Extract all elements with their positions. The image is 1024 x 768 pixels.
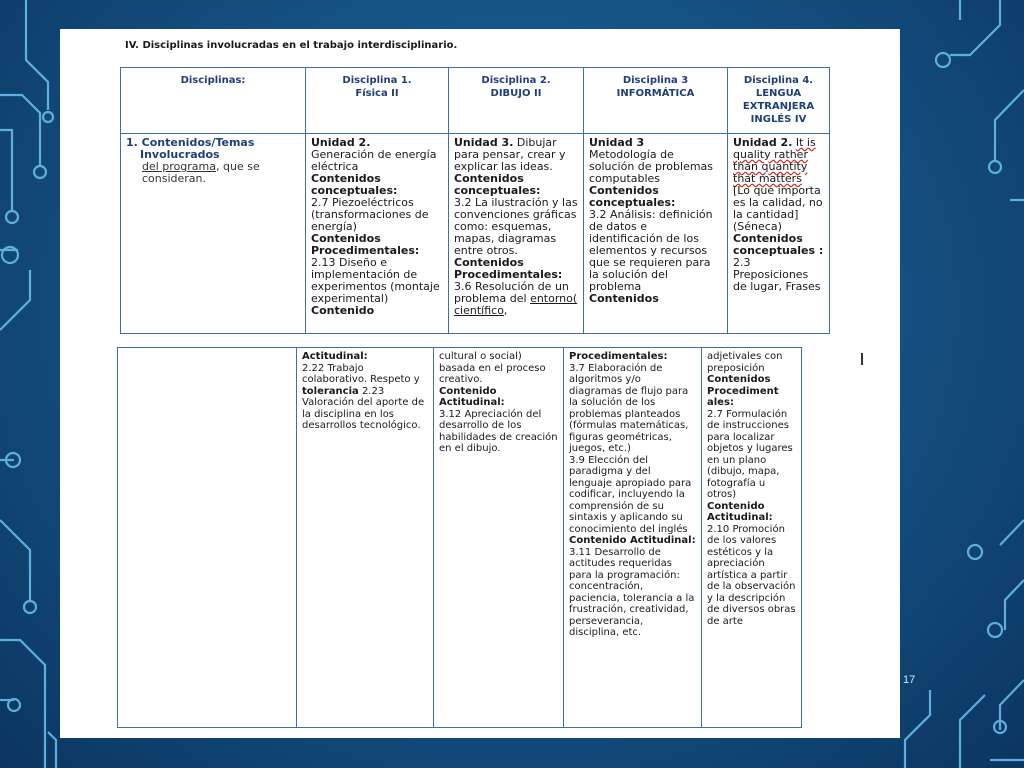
content-text: , xyxy=(503,304,508,317)
underlined-text: entorno( científico xyxy=(454,292,578,317)
unit-title: Unidad 3 xyxy=(589,136,645,149)
section-heading: IV. Disciplinas involucradas en el trabajo interdisciplinario. xyxy=(125,40,458,51)
content-heading: Contenido Actitudinal: xyxy=(707,500,773,523)
unit-title: Unidad 2. xyxy=(311,136,371,149)
content-heading: Contenidos conceptuales: xyxy=(311,172,398,197)
row-label-line: Involucrados xyxy=(140,148,220,161)
content-heading: Contenidos conceptuales: xyxy=(589,184,676,209)
page-edge-mark xyxy=(861,353,863,365)
content-text: [Lo que importa es la calidad, no la cantidad] (Séneca) xyxy=(733,184,823,233)
table-cell-empty xyxy=(118,348,297,728)
table-cell xyxy=(297,348,434,728)
content-text: 2.22 Trabajo colaborativo. Respeto y xyxy=(302,362,420,385)
content-text: adjetivales con preposición xyxy=(707,351,783,374)
content-text-bold: tolerancia xyxy=(302,385,359,397)
spellcheck-underlined-text: It is quality rather than quantity that matters xyxy=(733,136,816,185)
content-heading: Contenidos conceptuales: xyxy=(454,172,541,197)
content-text: 2.10 Promoción de los valores estéticos y la apreciación artística a partir de la observación y la descripción de diversos obras de arte xyxy=(707,523,796,627)
unit-text: Generación de energía eléctrica xyxy=(311,148,437,173)
content-heading: Contenido Actitudinal: xyxy=(439,385,505,408)
unit-text: Dibujar para pensar, crear y explicar las ideas. xyxy=(454,136,566,173)
row-label-line: consideran. xyxy=(142,172,207,185)
content-text: 3.9 Elección del paradigma y del lenguaje apropiado para codificar, incluyendo la comprensión de su sintaxis y aplicando su conocimiento del inglés xyxy=(569,454,692,535)
content-text: 3.6 Resolución de un problema del xyxy=(454,280,569,305)
unit-text: Metodología de solución de problemas computables xyxy=(589,148,714,185)
content-text: 2.7 Formulación de instrucciones para localizar objetos y lugares en un plano (dibujo, mapa, fotografía u otros) xyxy=(707,408,793,500)
content-text: 3.11 Desarrollo de actitudes requeridas para la programación: concentración, paciencia, tolerancia a la frustración, creatividad, perseverancia, disciplina, etc. xyxy=(569,546,695,638)
header-cell: Disciplina 2. DIBUJO II xyxy=(449,68,584,134)
row-label xyxy=(121,134,306,334)
table-row xyxy=(118,348,802,728)
unit-title: Unidad 3. xyxy=(454,136,514,149)
content-text: 2.7 Piezoeléctricos (transformaciones de energía) xyxy=(311,196,429,233)
content-heading: Contenidos conceptuales : xyxy=(733,232,824,257)
content-heading: Contenidos xyxy=(589,292,659,305)
content-text: 2.23 Valoración del aporte de la disciplina en los desarrollos tecnológico. xyxy=(302,385,425,431)
disciplines-table-continued xyxy=(117,347,802,728)
underlined-text: del programa xyxy=(142,160,216,173)
content-text: 3.2 La ilustración y las convenciones gráficas como: esquemas, mapas, diagramas entre otros. xyxy=(454,196,578,257)
table-cell xyxy=(449,134,584,334)
table-cell xyxy=(584,134,728,334)
content-heading: Contenidos Procediment ales: xyxy=(707,374,779,408)
page-number: 17 xyxy=(903,674,916,686)
content-text: 3.2 Análisis: definición de datos e identificación de los elementos y recursos que se requieren para la solución del problema xyxy=(589,208,713,293)
content-heading: Contenido Actitudinal: xyxy=(569,535,696,546)
content-heading: Contenidos Procedimentales: xyxy=(311,232,420,257)
header-cell: Disciplina 1. Física II xyxy=(306,68,449,134)
content-text: 2.13 Diseño e implementación de experimentos (montaje experimental) xyxy=(311,256,440,305)
row-label-line: 1. Contenidos/Temas xyxy=(126,136,255,149)
content-heading: Actitudinal: xyxy=(302,351,368,362)
content-text: cultural o social) basada en el proceso creativo. xyxy=(439,351,546,385)
content-text: 3.12 Apreciación del desarrollo de los habilidades de creación en el dibujo. xyxy=(439,408,558,454)
header-cell: Disciplina 3 INFORMÁTICA xyxy=(584,68,728,134)
table-cell xyxy=(702,348,802,728)
content-heading: Procedimentales: xyxy=(569,351,668,362)
table-cell xyxy=(564,348,702,728)
table-row xyxy=(121,134,830,334)
document-page xyxy=(60,29,900,738)
table-header-row xyxy=(121,68,830,134)
unit-title: Unidad 2. xyxy=(733,136,793,149)
table-cell xyxy=(306,134,449,334)
table-cell xyxy=(728,134,830,334)
disciplines-table xyxy=(120,67,830,334)
content-text: 3.7 Elaboración de algoritmos y/o diagramas de flujo para la solución de los problemas planteados (fórmulas matemáticas, figuras geométricas, juegos, etc.) xyxy=(569,362,689,454)
content-text: 2.3 Preposiciones de lugar, Frases xyxy=(733,256,821,293)
header-cell: Disciplinas: xyxy=(121,68,306,134)
content-heading: Contenidos Procedimentales: xyxy=(454,256,563,281)
header-cell: Disciplina 4. LENGUA EXTRANJERA INGLÉS IV xyxy=(728,68,830,134)
table-cell xyxy=(434,348,564,728)
row-label-text: , que se xyxy=(216,160,260,173)
content-heading: Contenido xyxy=(311,304,375,317)
